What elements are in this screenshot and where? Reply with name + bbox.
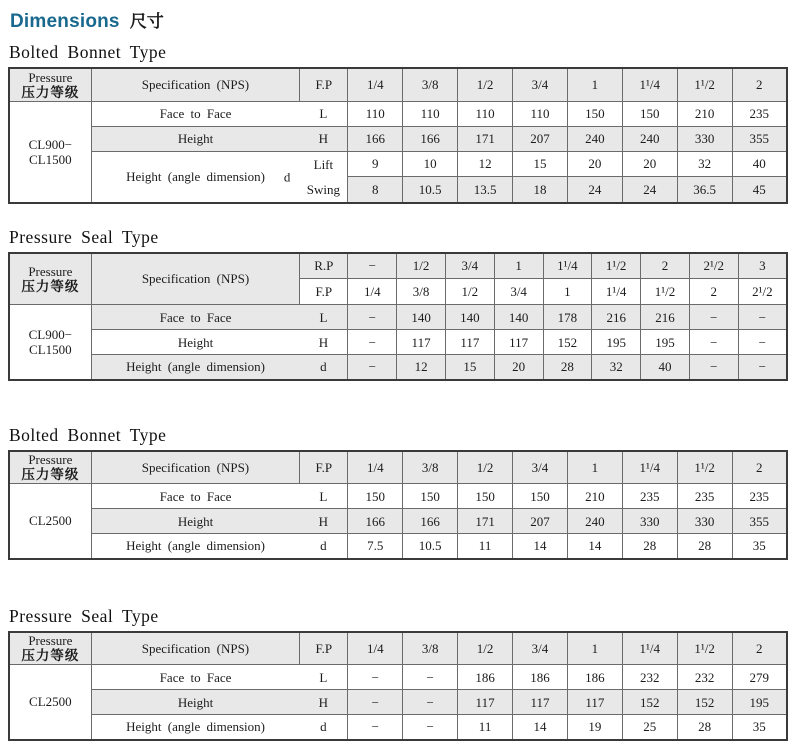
row-label-cell: [91, 715, 348, 740]
pressure-header-zh: 压力等级: [21, 278, 80, 294]
value-cell: 178: [543, 305, 592, 330]
value-cell: 24: [567, 177, 622, 203]
table-header: [9, 253, 787, 305]
value-cell: 330: [677, 126, 732, 151]
size-type-label: F.P: [300, 68, 348, 101]
value-cell: 25: [622, 715, 677, 740]
pressure-column-header: [9, 632, 91, 665]
value-cell: 11: [458, 715, 513, 740]
table-row: [9, 534, 787, 559]
row-letter: L: [319, 488, 328, 504]
value-cell: 110: [458, 101, 513, 126]
table-body: [9, 484, 787, 559]
value-cell: 207: [513, 126, 568, 151]
value-cell: 110: [513, 101, 568, 126]
value-cell: 40: [732, 151, 787, 177]
size-header-cell: 1¹/2: [677, 68, 732, 101]
value-cell: 20: [622, 151, 677, 177]
value-cell: 150: [403, 484, 458, 509]
pressure-class-line: CL900−: [28, 326, 73, 342]
section-pressure-seal-cl900: [8, 227, 788, 381]
value-cell: −: [348, 355, 397, 380]
header-row: [9, 253, 787, 279]
value-cell: 8: [348, 177, 403, 203]
size-header-cell: 1: [543, 279, 592, 305]
pressure-class-cell: [9, 101, 91, 203]
value-cell: 232: [677, 665, 732, 690]
value-cell: 14: [513, 715, 568, 740]
value-cell: 195: [641, 330, 690, 355]
value-cell: 35: [732, 534, 787, 559]
value-cell: 28: [543, 355, 592, 380]
value-cell: −: [689, 330, 738, 355]
size-header-cell: 3/4: [513, 451, 568, 484]
row-label-cell: [91, 484, 348, 509]
row-label-cell: [91, 101, 348, 126]
value-cell: 171: [458, 126, 513, 151]
value-cell: −: [348, 330, 397, 355]
value-cell: 15: [445, 355, 494, 380]
size-header-cell: 1/2: [458, 68, 513, 101]
value-cell: −: [348, 305, 397, 330]
value-cell: 117: [458, 690, 513, 715]
table-body: [9, 101, 787, 203]
size-header-cell: 1: [567, 632, 622, 665]
value-cell: 28: [677, 715, 732, 740]
size-header-cell: 2: [732, 451, 787, 484]
spec-column-header: Specification (NPS): [91, 253, 300, 305]
table-row: [9, 484, 787, 509]
pressure-class-line: CL1500: [29, 341, 72, 357]
value-cell: −: [403, 665, 458, 690]
value-cell: 117: [494, 330, 543, 355]
value-cell: 7.5: [348, 534, 403, 559]
size-header-cell: 1/4: [348, 279, 397, 305]
table-row: [9, 330, 787, 355]
row-label-layout: [92, 690, 348, 714]
value-cell: 330: [677, 509, 732, 534]
value-cell: 18: [513, 177, 568, 203]
value-cell: 235: [677, 484, 732, 509]
row-letter: H: [318, 513, 329, 529]
header-row: [9, 451, 787, 484]
row-label-cell: [91, 690, 348, 715]
size-header-cell: 2¹/2: [738, 279, 787, 305]
value-cell: 45: [732, 177, 787, 203]
size-header-cell: 1¹/4: [622, 68, 677, 101]
page-title-row: [10, 7, 788, 33]
size-header-cell: 1¹/2: [677, 632, 732, 665]
value-cell: 210: [677, 101, 732, 126]
value-cell: 235: [622, 484, 677, 509]
section-title: Pressure Seal Type: [9, 226, 159, 247]
size-header-cell: 1/2: [458, 632, 513, 665]
value-cell: 240: [567, 126, 622, 151]
value-cell: −: [738, 330, 787, 355]
value-cell: 207: [513, 509, 568, 534]
row-label: Face to Face: [159, 309, 232, 325]
value-cell: 24: [622, 177, 677, 203]
table-body: [9, 665, 787, 740]
table-row: [9, 509, 787, 534]
header-row: [9, 68, 787, 101]
size-header-cell: 1¹/4: [543, 253, 592, 279]
value-cell: 35: [732, 715, 787, 740]
section-title: Bolted Bonnet Type: [9, 42, 167, 62]
row-label: Height: [177, 334, 214, 350]
value-cell: 28: [677, 534, 732, 559]
value-cell: 166: [348, 509, 403, 534]
size-header-cell: 3/4: [513, 632, 568, 665]
value-cell: 117: [513, 690, 568, 715]
angle-dimension-label-cell: [91, 151, 348, 203]
size-header-cell: 3/4: [445, 253, 494, 279]
row-letter: H: [318, 131, 329, 146]
size-type-label: R.P: [300, 253, 348, 279]
size-header-cell: 1: [567, 451, 622, 484]
size-header-cell: 1¹/4: [592, 279, 641, 305]
pressure-header-en: Pressure: [28, 263, 73, 279]
table-header: [9, 451, 787, 484]
pressure-header-en: Pressure: [28, 69, 73, 85]
value-cell: 10.5: [403, 177, 458, 203]
size-header-cell: 3/4: [494, 279, 543, 305]
lift-swing-labels: [299, 152, 347, 202]
value-cell: 166: [403, 509, 458, 534]
pressure-class-line: CL1500: [29, 151, 72, 167]
size-header-cell: 1¹/4: [622, 632, 677, 665]
size-header-cell: 2¹/2: [689, 253, 738, 279]
pressure-header-en: Pressure: [28, 633, 73, 649]
pressure-header-zh: 压力等级: [21, 648, 80, 664]
row-label: Height (angle dimension): [126, 719, 265, 735]
value-cell: 140: [494, 305, 543, 330]
value-cell: 32: [592, 355, 641, 380]
pressure-class-cell: [9, 305, 91, 380]
value-cell: 355: [732, 509, 787, 534]
value-cell: 19: [567, 715, 622, 740]
value-cell: 117: [567, 690, 622, 715]
value-cell: −: [738, 305, 787, 330]
size-header-cell: 3/4: [513, 68, 568, 101]
row-label: Height: [177, 513, 214, 529]
value-cell: 20: [494, 355, 543, 380]
angle-dimension-layout: [92, 152, 348, 202]
table-row: [9, 715, 787, 740]
value-cell: 110: [403, 101, 458, 126]
value-cell: 12: [458, 151, 513, 177]
value-cell: 152: [677, 690, 732, 715]
dimensions-table-bolted-bonnet-cl900: [8, 67, 788, 204]
value-cell: 186: [513, 665, 568, 690]
row-label-cell: [91, 509, 348, 534]
table-header: [9, 68, 787, 101]
size-header-cell: 1/4: [348, 451, 403, 484]
row-label: Height (angle dimension): [126, 538, 265, 554]
size-header-cell: 1: [567, 68, 622, 101]
size-header-cell: 3/8: [403, 68, 458, 101]
row-label: Height: [177, 694, 214, 710]
value-cell: 240: [567, 509, 622, 534]
section-bolted-bonnet-cl2500: [8, 425, 788, 560]
page-title: Dimensions: [10, 11, 120, 32]
row-label: Height: [177, 131, 214, 146]
table-row: [9, 151, 787, 177]
value-cell: 15: [513, 151, 568, 177]
value-cell: 186: [567, 665, 622, 690]
size-header-cell: 3: [738, 253, 787, 279]
size-header-cell: 2: [641, 253, 690, 279]
row-letter: L: [319, 309, 328, 325]
row-label-cell: [91, 355, 348, 380]
angle-dimension-label: Height (angle dimension): [126, 169, 265, 184]
size-type-label: F.P: [300, 451, 348, 484]
value-cell: 10: [403, 151, 458, 177]
size-header-cell: 3/8: [397, 279, 446, 305]
value-cell: 140: [445, 305, 494, 330]
row-label-layout: [92, 665, 348, 689]
dimensions-table-pressure-seal-cl2500: [8, 631, 788, 741]
row-label: Face to Face: [159, 669, 232, 685]
spec-column-header: Specification (NPS): [91, 68, 300, 101]
pressure-column-header: [9, 68, 91, 101]
row-label: Height (angle dimension): [126, 359, 265, 375]
row-label-cell: [91, 305, 348, 330]
value-cell: 216: [641, 305, 690, 330]
value-cell: −: [348, 690, 403, 715]
table-header: [9, 632, 787, 665]
table-body: [9, 305, 787, 380]
value-cell: −: [689, 355, 738, 380]
table-row: [9, 690, 787, 715]
spec-column-header: Specification (NPS): [91, 632, 300, 665]
row-label-layout: [92, 127, 348, 151]
pressure-class-cell: [9, 484, 91, 559]
value-cell: 9: [348, 151, 403, 177]
pressure-class-line: CL900−: [28, 136, 73, 152]
value-cell: 210: [567, 484, 622, 509]
value-cell: 355: [732, 126, 787, 151]
value-cell: 330: [622, 509, 677, 534]
pressure-header-en: Pressure: [28, 452, 73, 468]
value-cell: 232: [622, 665, 677, 690]
table-row: [9, 101, 787, 126]
value-cell: 186: [458, 665, 513, 690]
pressure-column-header: [9, 451, 91, 484]
sub-row-name: Lift: [313, 156, 334, 172]
size-header-cell: −: [348, 253, 397, 279]
size-header-cell: 2: [689, 279, 738, 305]
size-type-label: F.P: [300, 279, 348, 305]
size-header-cell: 1/4: [348, 68, 403, 101]
section-pressure-seal-cl2500: [8, 606, 788, 741]
value-cell: 166: [348, 126, 403, 151]
value-cell: 195: [592, 330, 641, 355]
value-cell: −: [348, 715, 403, 740]
size-header-cell: 1¹/2: [677, 451, 732, 484]
row-letter: d: [320, 719, 327, 735]
value-cell: 152: [543, 330, 592, 355]
row-label-layout: [92, 355, 348, 379]
value-cell: 279: [732, 665, 787, 690]
size-header-cell: 1/2: [445, 279, 494, 305]
pressure-column-header: [9, 253, 91, 305]
value-cell: 40: [641, 355, 690, 380]
value-cell: 32: [677, 151, 732, 177]
value-cell: 11: [458, 534, 513, 559]
size-header-cell: 1/4: [348, 632, 403, 665]
dimensions-table-pressure-seal-cl900: [8, 252, 788, 381]
row-label-layout: [92, 484, 348, 508]
row-letter: H: [318, 334, 329, 350]
row-letter: L: [319, 669, 328, 685]
value-cell: 150: [567, 101, 622, 126]
value-cell: 20: [567, 151, 622, 177]
size-header-cell: 1/2: [458, 451, 513, 484]
row-label-layout: [92, 330, 348, 354]
value-cell: −: [738, 355, 787, 380]
row-label-cell: [91, 534, 348, 559]
value-cell: 140: [397, 305, 446, 330]
section-bolted-bonnet-cl900: [8, 42, 788, 204]
row-label-layout: [92, 305, 348, 329]
size-header-cell: 2: [732, 632, 787, 665]
value-cell: 110: [348, 101, 403, 126]
value-cell: 240: [622, 126, 677, 151]
value-cell: 14: [513, 534, 568, 559]
row-letter: H: [318, 694, 329, 710]
size-header-cell: 1¹/2: [592, 253, 641, 279]
page-title-chinese: 尺寸: [129, 12, 164, 31]
row-label-cell: [91, 126, 348, 151]
row-letter: d: [320, 538, 327, 554]
value-cell: 117: [445, 330, 494, 355]
value-cell: 166: [403, 126, 458, 151]
row-letter: d: [283, 169, 291, 184]
value-cell: 171: [458, 509, 513, 534]
pressure-class-line: CL2500: [29, 694, 72, 710]
value-cell: 28: [622, 534, 677, 559]
pressure-header-zh: 压力等级: [21, 467, 80, 483]
size-header-cell: 1/2: [397, 253, 446, 279]
table-row: [9, 305, 787, 330]
row-label-layout: [92, 534, 348, 558]
value-cell: 150: [348, 484, 403, 509]
row-label-layout: [92, 509, 348, 533]
value-cell: 36.5: [677, 177, 732, 203]
value-cell: 150: [622, 101, 677, 126]
value-cell: 235: [732, 101, 787, 126]
value-cell: 152: [622, 690, 677, 715]
size-header-cell: 3/8: [403, 632, 458, 665]
value-cell: 12: [397, 355, 446, 380]
table-row: [9, 126, 787, 151]
table-row: [9, 665, 787, 690]
sub-row-name: Swing: [306, 181, 340, 197]
size-type-label: F.P: [300, 632, 348, 665]
value-cell: −: [403, 715, 458, 740]
value-cell: 216: [592, 305, 641, 330]
value-cell: 10.5: [403, 534, 458, 559]
value-cell: 14: [567, 534, 622, 559]
section-title: Pressure Seal Type: [9, 605, 159, 626]
row-label-layout: [92, 715, 348, 739]
row-label-cell: [91, 665, 348, 690]
table-row: [9, 355, 787, 380]
value-cell: 195: [732, 690, 787, 715]
size-header-cell: 3/8: [403, 451, 458, 484]
size-header-cell: 1¹/4: [622, 451, 677, 484]
value-cell: −: [348, 665, 403, 690]
row-letter: L: [319, 106, 328, 121]
pressure-class-line: CL2500: [29, 513, 72, 529]
spec-column-header: Specification (NPS): [91, 451, 300, 484]
pressure-header-zh: 压力等级: [21, 84, 80, 100]
header-row: [9, 632, 787, 665]
row-label-cell: [91, 330, 348, 355]
value-cell: 150: [458, 484, 513, 509]
size-header-cell: 1: [494, 253, 543, 279]
row-label: Face to Face: [159, 488, 232, 504]
pressure-class-cell: [9, 665, 91, 740]
row-letter: d: [320, 359, 327, 375]
value-cell: 117: [397, 330, 446, 355]
section-title: Bolted Bonnet Type: [9, 424, 167, 445]
value-cell: −: [403, 690, 458, 715]
size-header-cell: 1¹/2: [641, 279, 690, 305]
row-label: Face to Face: [159, 106, 232, 121]
row-label-layout: [92, 102, 348, 126]
value-cell: −: [689, 305, 738, 330]
size-header-cell: 2: [732, 68, 787, 101]
value-cell: 235: [732, 484, 787, 509]
value-cell: 13.5: [458, 177, 513, 203]
dimensions-table-bolted-bonnet-cl2500: [8, 450, 788, 560]
angle-dimension-label-area: [92, 152, 300, 202]
value-cell: 150: [513, 484, 568, 509]
